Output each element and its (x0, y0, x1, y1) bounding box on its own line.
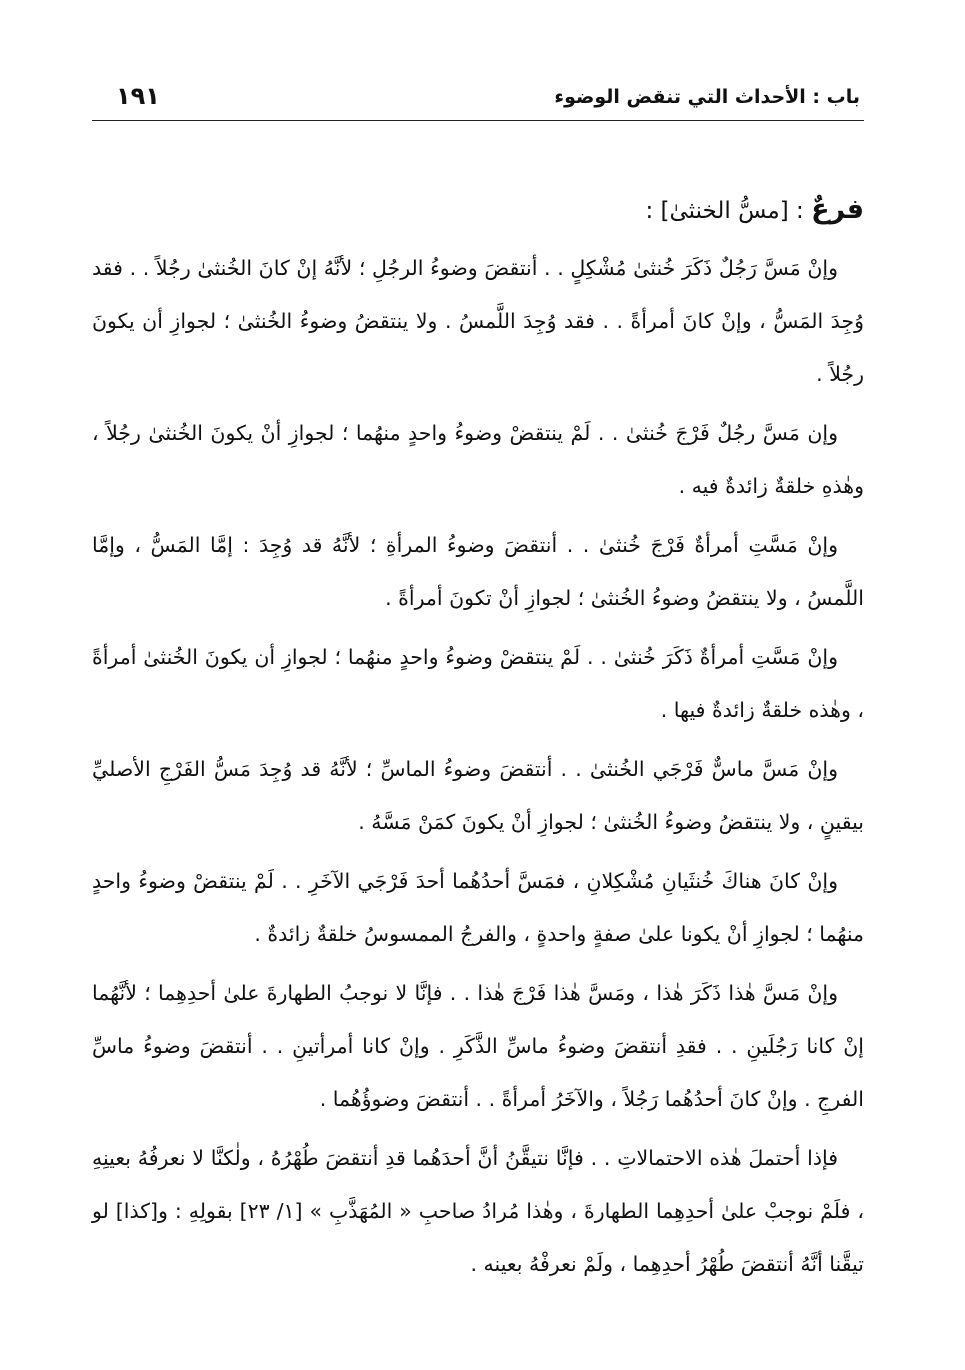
paragraph-2: وإن مَسَّ رجُلٌ فَرْجَ خُنثىٰ . . لَمْ ينتقضْ وضوءُ واحدٍ منهُما ؛ لجوازِ أنْ يكونَ الخُنثىٰ رجُلاً ، وهٰذهِ خلقةٌ زائدةٌ فيه . (92, 421, 864, 498)
section-heading-word: فرعٌ (811, 194, 864, 225)
paragraph-1: وإنْ مَسَّ رَجُلٌ ذَكَرَ خُنثىٰ مُشْكِلٍ . . أنتقضَ وضوءُ الرجُلِ ؛ لأنَّهُ إنْ كانَ الخُنثىٰ رجُلاً . . فقد وُجِدَ المَسُّ ، وإنْ كانَ أمرأةً . . فقد وُجِدَ اللَّمسُ . ولا ينتقضُ وضوءُ الخُنثىٰ ؛ لجوازِ أن يكونَ رجُلاً . (92, 256, 864, 386)
body-text (92, 185, 864, 1297)
paragraph-6: وإنْ كانَ هناكَ خُنثَيانِ مُشْكِلانِ ، فمَسَّ أحدُهُما أحدَ فَرْجَي الآخَرِ . . لَمْ ينتقضْ وضوءُ واحدٍ منهُما ؛ لجوازِ أنْ يكونا علىٰ صفةٍ واحدةٍ ، والفرجُ الممسوسُ خلقةٌ زائدةٌ . (92, 869, 864, 946)
section-heading (92, 185, 864, 236)
paragraph-7: وإنْ مَسَّ هٰذا ذَكَرَ هٰذا ، ومَسَّ هٰذا فَرْجَ هٰذا . . فإنَّا لا نوجبُ الطهارةَ علىٰ أحدِهِما ؛ لأنَّهُما إنْ كانا رَجُلَينِ . . فقدِ أنتقضَ وضوءُ ماسِّ الذَّكَرِ . وإنْ كانا أمرأتينِ . . أنتقضَ وضوءُ ماسِّ الفرجِ . وإنْ كانَ أحدُهُما رَجُلاً ، والآخَرُ أمرأةً . . أنتقضَ وضوؤُهُما . (92, 981, 864, 1111)
page-number: ١٩١ (116, 82, 160, 110)
page-header (92, 80, 864, 121)
paragraph-4: وإنْ مَسَّتِ أمرأةٌ ذَكَرَ خُنثىٰ . . لَمْ ينتقضْ وضوءُ واحدٍ منهُما ؛ لجوازِ أن يكونَ الخُنثىٰ أمرأةً ، وهٰذه خلقةٌ زائدةٌ فيها . (92, 645, 864, 722)
paragraph-5: وإنْ مَسَّ ماسٌّ فَرْجَي الخُنثىٰ . . أنتقضَ وضوءُ الماسِّ ؛ لأنَّهُ قد وُجِدَ مَسُّ الفَرْجِ الأصليِّ بيقينٍ ، ولا ينتقضُ وضوءُ الخُنثىٰ ؛ لجوازِ أنْ يكونَ كمَنْ مَسَّهُ . (92, 757, 864, 834)
section-heading-title: : [مسُّ الخنثىٰ] : (645, 198, 804, 224)
running-title: باب : الأحداث التي تنقض الوضوء (554, 86, 860, 108)
paragraph-3: وإنْ مَسَّتِ أمرأةٌ فَرْجَ خُنثىٰ . . أنتقضَ وضوءُ المرأةِ ؛ لأنَّهُ قد وُجِدَ : إمَّا المَسُّ ، وإمَّا اللَّمسُ ، ولا ينتقضُ وضوءُ الخُنثىٰ ؛ لجوازِ أنْ تكونَ أمرأةً . (92, 533, 864, 610)
paragraph-8: فإذا أحتملَ هٰذه الاحتمالاتِ . . فإنَّا نتيقَّنُ أنَّ أحدَهُما قدِ أنتقضَ طُهْرُهُ ، ولٰكنَّا لا نعرفُهُ بعينِهِ ، فلَمْ نوجبْ علىٰ أحدِهِما الطهارةَ ، وهٰذا مُرادُ صاحبِ « المُهَذَّبِ » [١/ ٢٣] بقولِهِ : و[كذا] لو تيقَّنا أنَّهُ أنتقضَ طُهْرُ أحدِهِما ، ولَمْ نعرفْهُ بعينه . (92, 1146, 864, 1276)
